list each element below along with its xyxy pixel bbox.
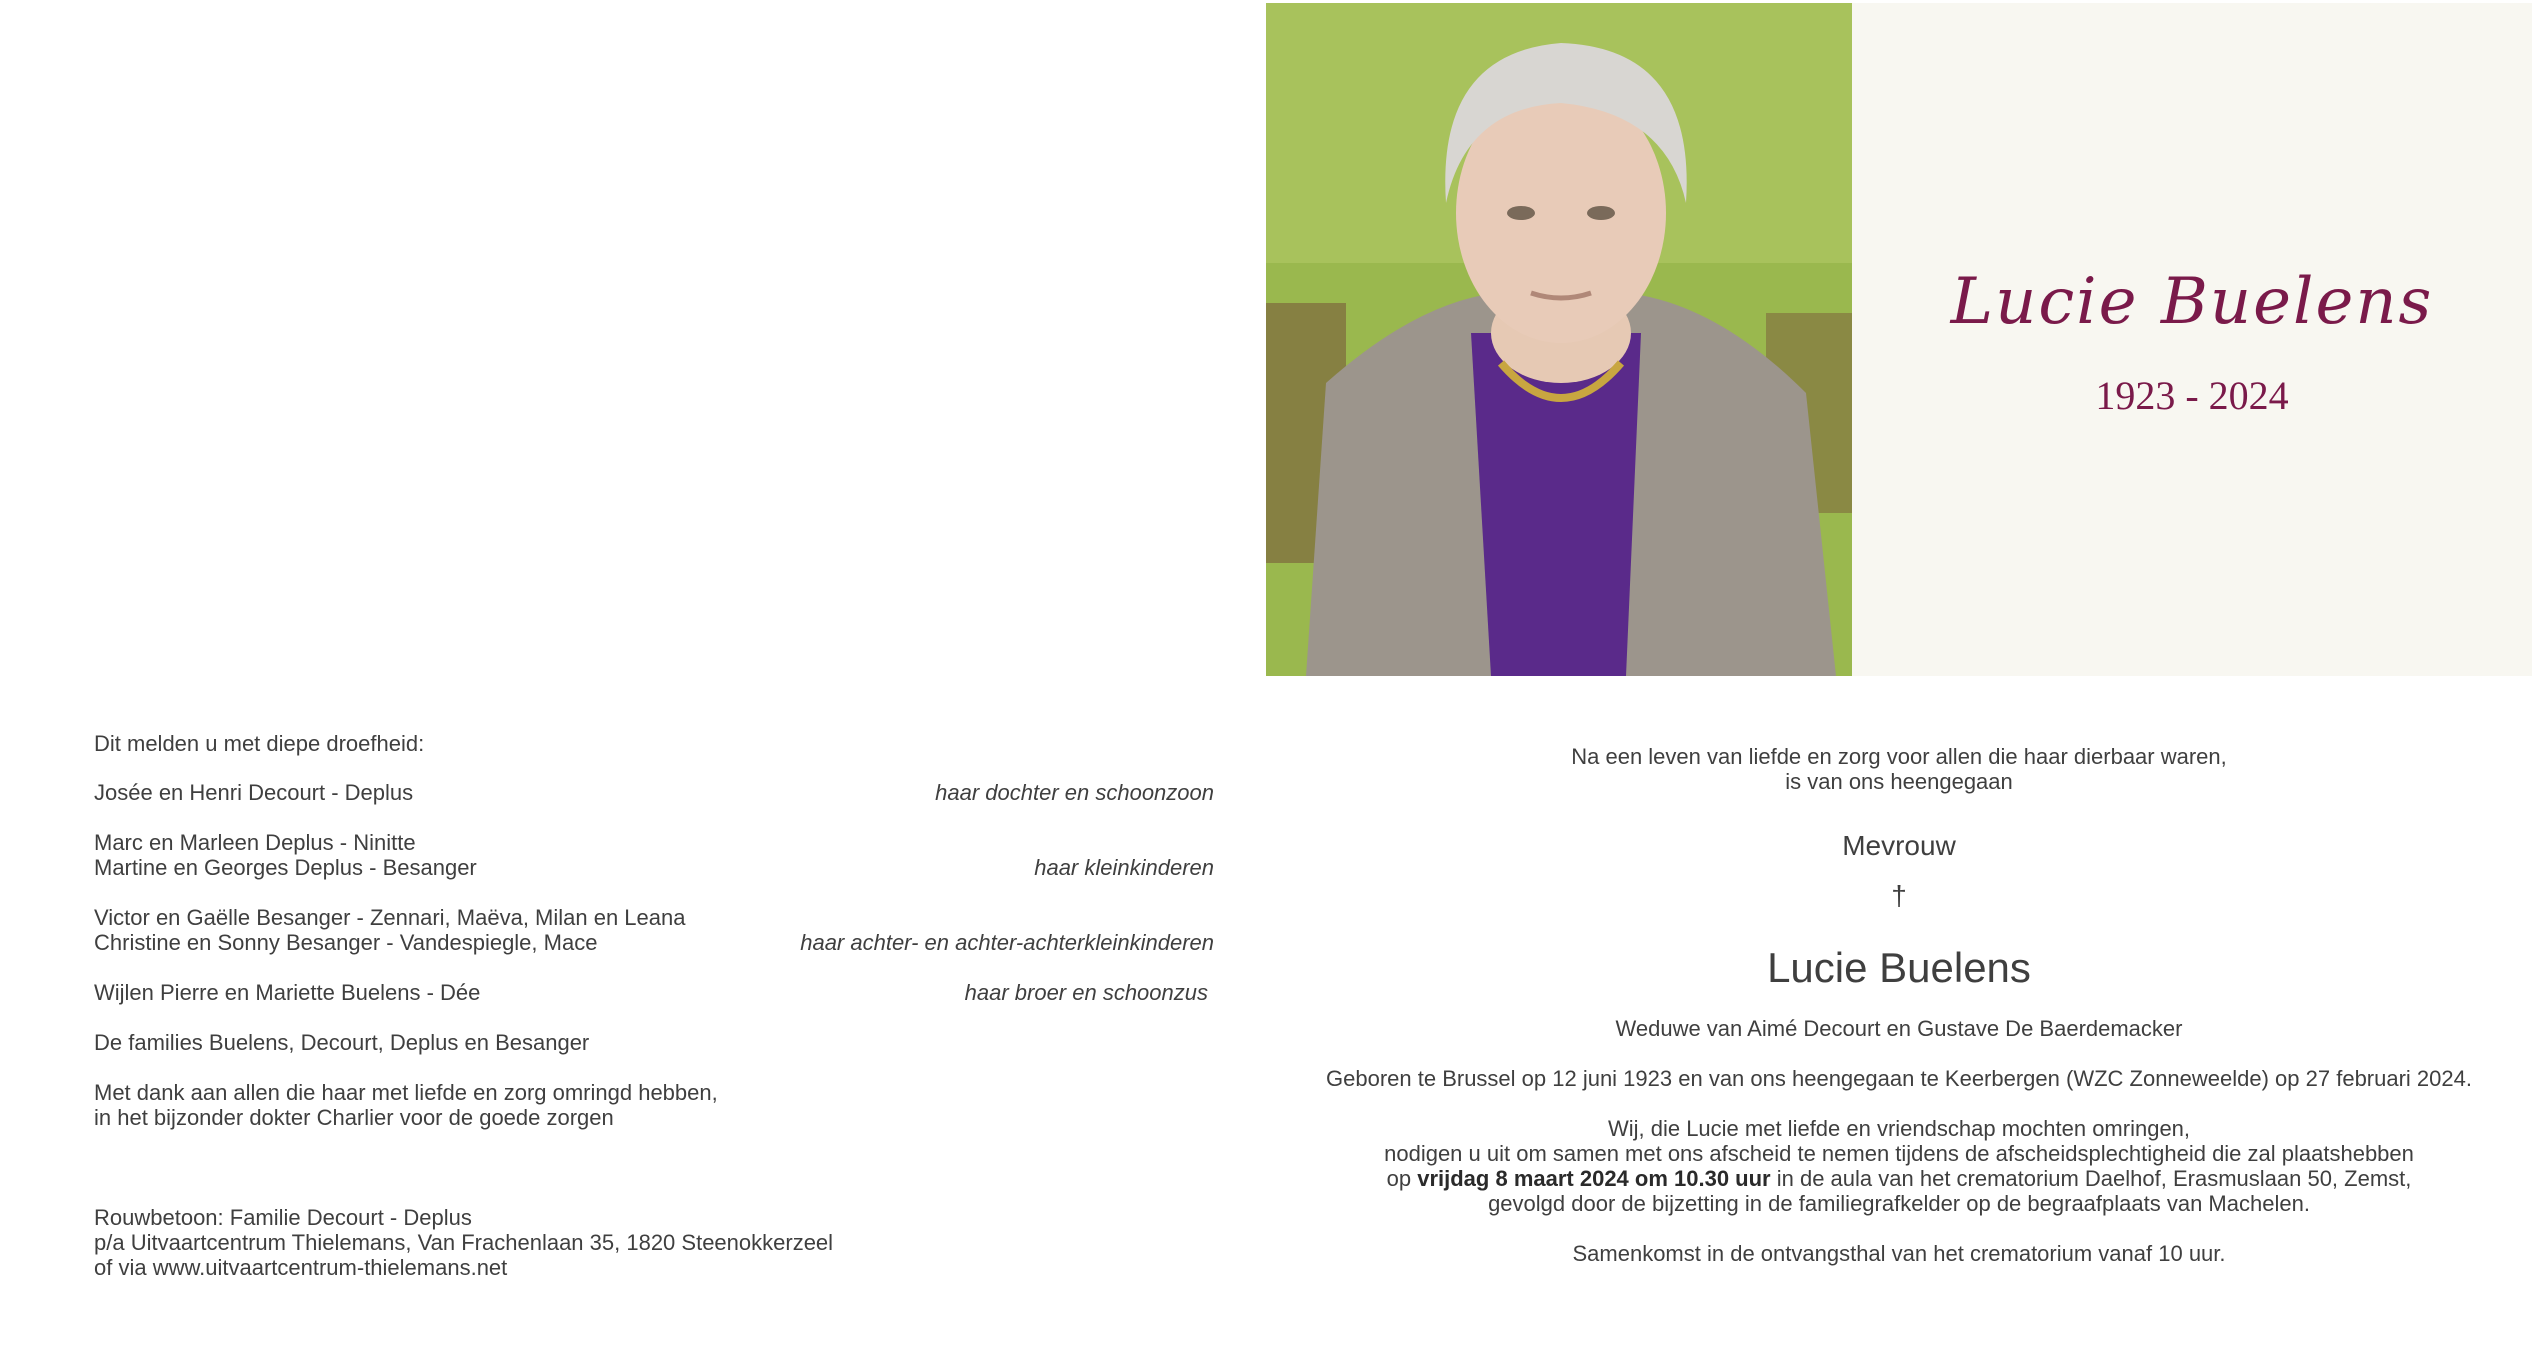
title-mevrouw: Mevrouw (1842, 830, 1956, 861)
intro-line: is van ons heengegaan (1785, 769, 2013, 794)
family-names: Martine en Georges Deplus - Besanger (94, 855, 477, 880)
family-names: Marc en Marleen Deplus - Ninitte (94, 830, 416, 855)
invitation-line (1266, 1166, 2532, 1191)
ceremony-date: vrijdag 8 maart 2024 om 10.30 uur (1417, 1166, 1771, 1191)
thanks-line: in het bijzonder dokter Charlier voor de goede zorgen (94, 1105, 614, 1130)
gathering-line: Samenkomst in de ontvangsthal van het crematorium vanaf 10 uur. (1572, 1241, 2226, 1266)
cross-icon: † (1891, 880, 1907, 911)
deceased-name: Lucie Buelens (1767, 944, 2031, 991)
portrait-photo-icon (1266, 3, 1852, 676)
invitation-location: in de aula van het crematorium Daelhof, Erasmuslaan 50, Zemst, (1770, 1166, 2412, 1191)
cover-panel (1852, 3, 2532, 676)
intro-text: Dit melden u met diepe droefheid: (94, 731, 425, 756)
intro-line: Na een leven van liefde en zorg voor allen die haar dierbaar waren, (1571, 744, 2227, 769)
portrait-photo (1266, 3, 1852, 676)
family-names: Josée en Henri Decourt - Deplus (94, 780, 414, 805)
family-relation: haar kleinkinderen (1034, 855, 1214, 880)
address-line: of via www.uitvaartcentrum-thielemans.net (94, 1255, 508, 1280)
family-names: Christine en Sonny Besanger - Vandespiegle, Mace (94, 930, 598, 955)
signature-name: Lucie Buelens (1950, 265, 2434, 339)
address-line: Rouwbetoon: Familie Decourt - Deplus (94, 1205, 472, 1230)
family-relation: haar broer en schoonzus (964, 980, 1208, 1005)
family-names: Victor en Gaëlle Besanger - Zennari, Maëva, Milan en Leana (94, 905, 686, 930)
family-relation: haar achter- en achter-achterkleinkinderen (800, 930, 1214, 955)
invitation-prefix: op (1386, 1166, 1418, 1191)
family-names: Wijlen Pierre en Mariette Buelens - Dée (94, 980, 481, 1005)
families-line: De families Buelens, Decourt, Deplus en Besanger (94, 1030, 590, 1055)
invitation-line: Wij, die Lucie met liefde en vriendschap mochten omringen, (1607, 1116, 2191, 1141)
address-line: p/a Uitvaartcentrum Thielemans, Van Frachenlaan 35, 1820 Steenokkerzeel (94, 1230, 834, 1255)
thanks-line: Met dank aan allen die haar met liefde en zorg omringd hebben, (94, 1080, 718, 1105)
invitation-line: gevolgd door de bijzetting in de familiegrafkelder op de begraafplaats van Machelen. (1488, 1191, 2310, 1216)
birth-death-line: Geboren te Brussel op 12 juni 1923 en van ons heengegaan te Keerbergen (WZC Zonneweelde) op 27 februari 2024. (1326, 1066, 2472, 1091)
invitation-line: nodigen u uit om samen met ons afscheid te nemen tijdens de afscheidsplechtigheid die zal plaatshebben (1384, 1141, 2414, 1166)
widow-line: Weduwe van Aimé Decourt en Gustave De Baerdemacker (1615, 1016, 2183, 1041)
life-years: 1923 - 2024 (2095, 373, 2289, 418)
family-relation: haar dochter en schoonzoon (935, 780, 1214, 805)
